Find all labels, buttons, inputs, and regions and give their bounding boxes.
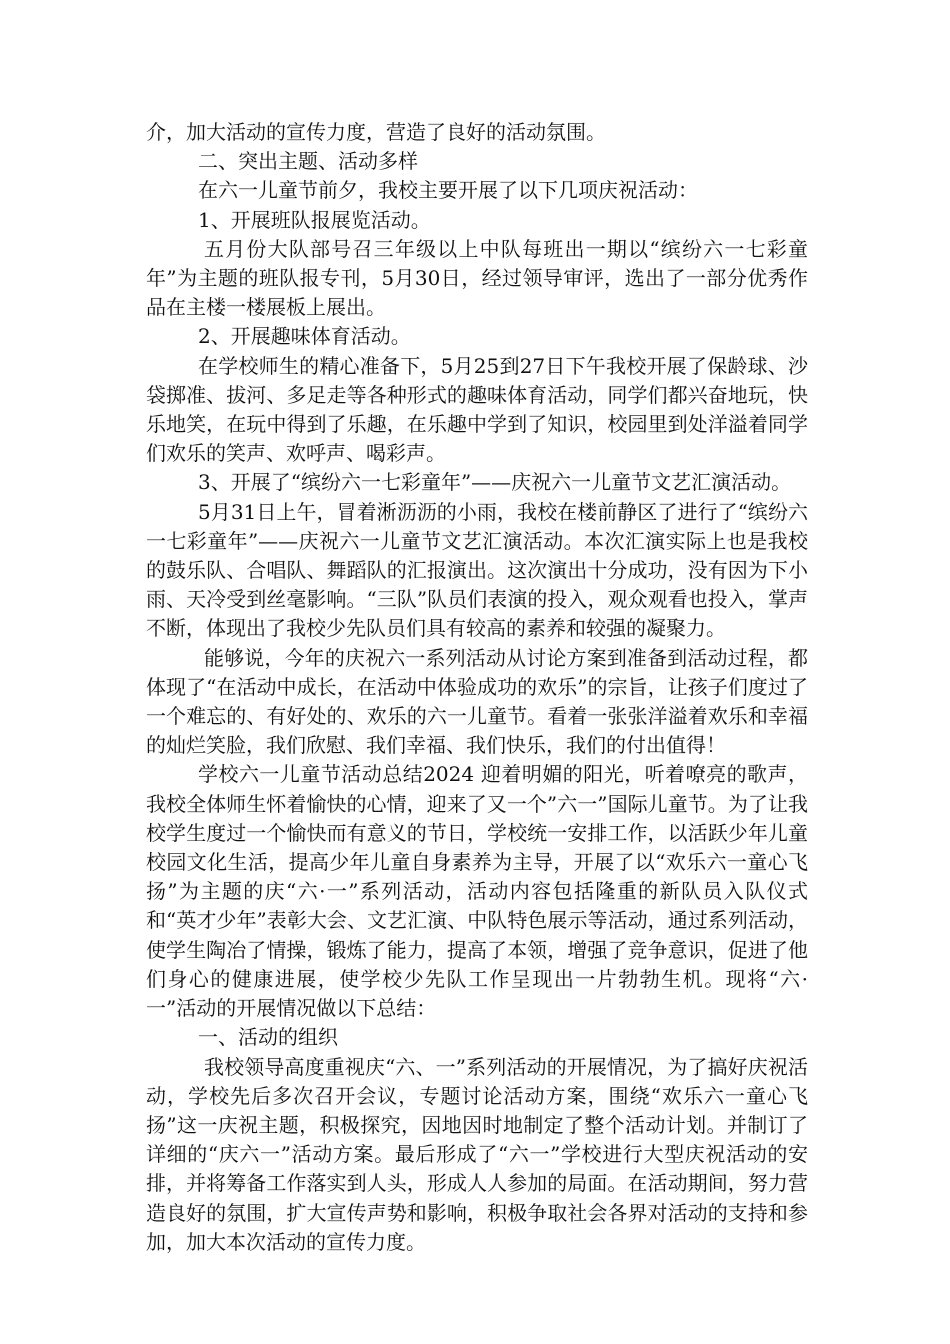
paragraph-sports: 在学校师生的精心准备下，5月25到27日下午我校开展了保龄球、沙袋掷准、拔河、多足走等各种形式的趣味体育活动，同学们都兴奋地玩，快乐地笑，在玩中得到了乐趣，在乐趣中学到了知识，校园里到处洋溢着同学们欢乐的笑声、欢呼声、喝彩声。 — [146, 353, 808, 466]
paragraph-summary: 能够说，今年的庆祝六一系列活动从讨论方案到准备到活动过程，都体现了“在活动中成长，在活动中体验成功的欢乐”的宗旨，让孩子们度过了一个难忘的、有好处的、欢乐的六一儿童节。看着一张张洋溢着欢乐和幸福的灿烂笑脸，我们欣慰、我们幸福、我们快乐，我们的付出值得！ — [146, 645, 808, 758]
paragraph-performance: 5月31日上午，冒着淅沥沥的小雨，我校在楼前静区了进行了“缤纷六一七彩童年”——庆祝六一儿童节文艺汇演活动。本次汇演实际上也是我校的鼓乐队、合唱队、舞蹈队的汇报演出。这次演出十分成功，没有因为下小雨、天冷受到丝毫影响。“三队”队员们表演的投入，观众观看也投入，掌声不断，体现出了我校少先队员们具有较高的素养和较强的凝聚力。 — [146, 499, 808, 641]
item-heading-1: 1、开展班队报展览活动。 — [198, 207, 431, 232]
section-heading-2: 二、突出主题、活动多样 — [198, 149, 418, 174]
item-heading-2: 2、开展趣味体育活动。 — [198, 324, 411, 349]
paragraph-class-newspaper: 五月份大队部号召三年级以上中队每班出一期以“缤纷六一七彩童年”为主题的班队报专刊，5月30日，经过领导审评，选出了一部分优秀作品在主楼一楼展板上展出。 — [146, 236, 808, 320]
paragraph-continuation: 介，加大活动的宣传力度，营造了良好的活动氛围。 — [146, 120, 606, 144]
section-heading-1: 一、活动的组织 — [198, 1025, 338, 1050]
paragraph-second-summary: 学校六一儿童节活动总结2024 迎着明媚的阳光，听着嘹亮的歌声，我校全体师生怀着愉快的心情，迎来了又一个”六一”国际儿童节。为了让我校学生度过一个愉快而有意义的节日，学校统一安排工作，以活跃少年儿童校园文化生活，提高少年儿童自身素养为主导，开展了以“欢乐六一童心飞扬”为主题的庆“六·一”系列活动，活动内容包括隆重的新队员入队仪式和“英才少年”表彰大会、文艺汇演、中队特色展示等活动，通过系列活动，使学生陶冶了情操，锻炼了能力，提高了本领，增强了竞争意识，促进了他们身心的健康进展，使学校少先队工作呈现出一片勃勃生机。现将“六·一”活动的开展情况做以下总结： — [146, 762, 808, 1021]
document-page — [146, 118, 808, 1257]
item-heading-3: 3、开展了“缤纷六一七彩童年”——庆祝六一儿童节文艺汇演活动。 — [198, 470, 792, 495]
paragraph-organization: 我校领导高度重视庆“六、一”系列活动的开展情况，为了搞好庆祝活动，学校先后多次召开会议，专题讨论活动方案，围绕“欢乐六一童心飞扬”这一庆祝主题，积极探究，因地因时地制定了整个活动计划。并制订了详细的“庆六一”活动方案。最后形成了“六一”学校进行大型庆祝活动的安排，并将筹备工作落实到人头，形成人人参加的局面。在活动期间，努力营造良好的氛围，扩大宣传声势和影响，积极争取社会各界对活动的支持和参加，加大本次活动的宣传力度。 — [146, 1054, 808, 1254]
paragraph-intro: 在六一儿童节前夕，我校主要开展了以下几项庆祝活动： — [198, 178, 698, 203]
